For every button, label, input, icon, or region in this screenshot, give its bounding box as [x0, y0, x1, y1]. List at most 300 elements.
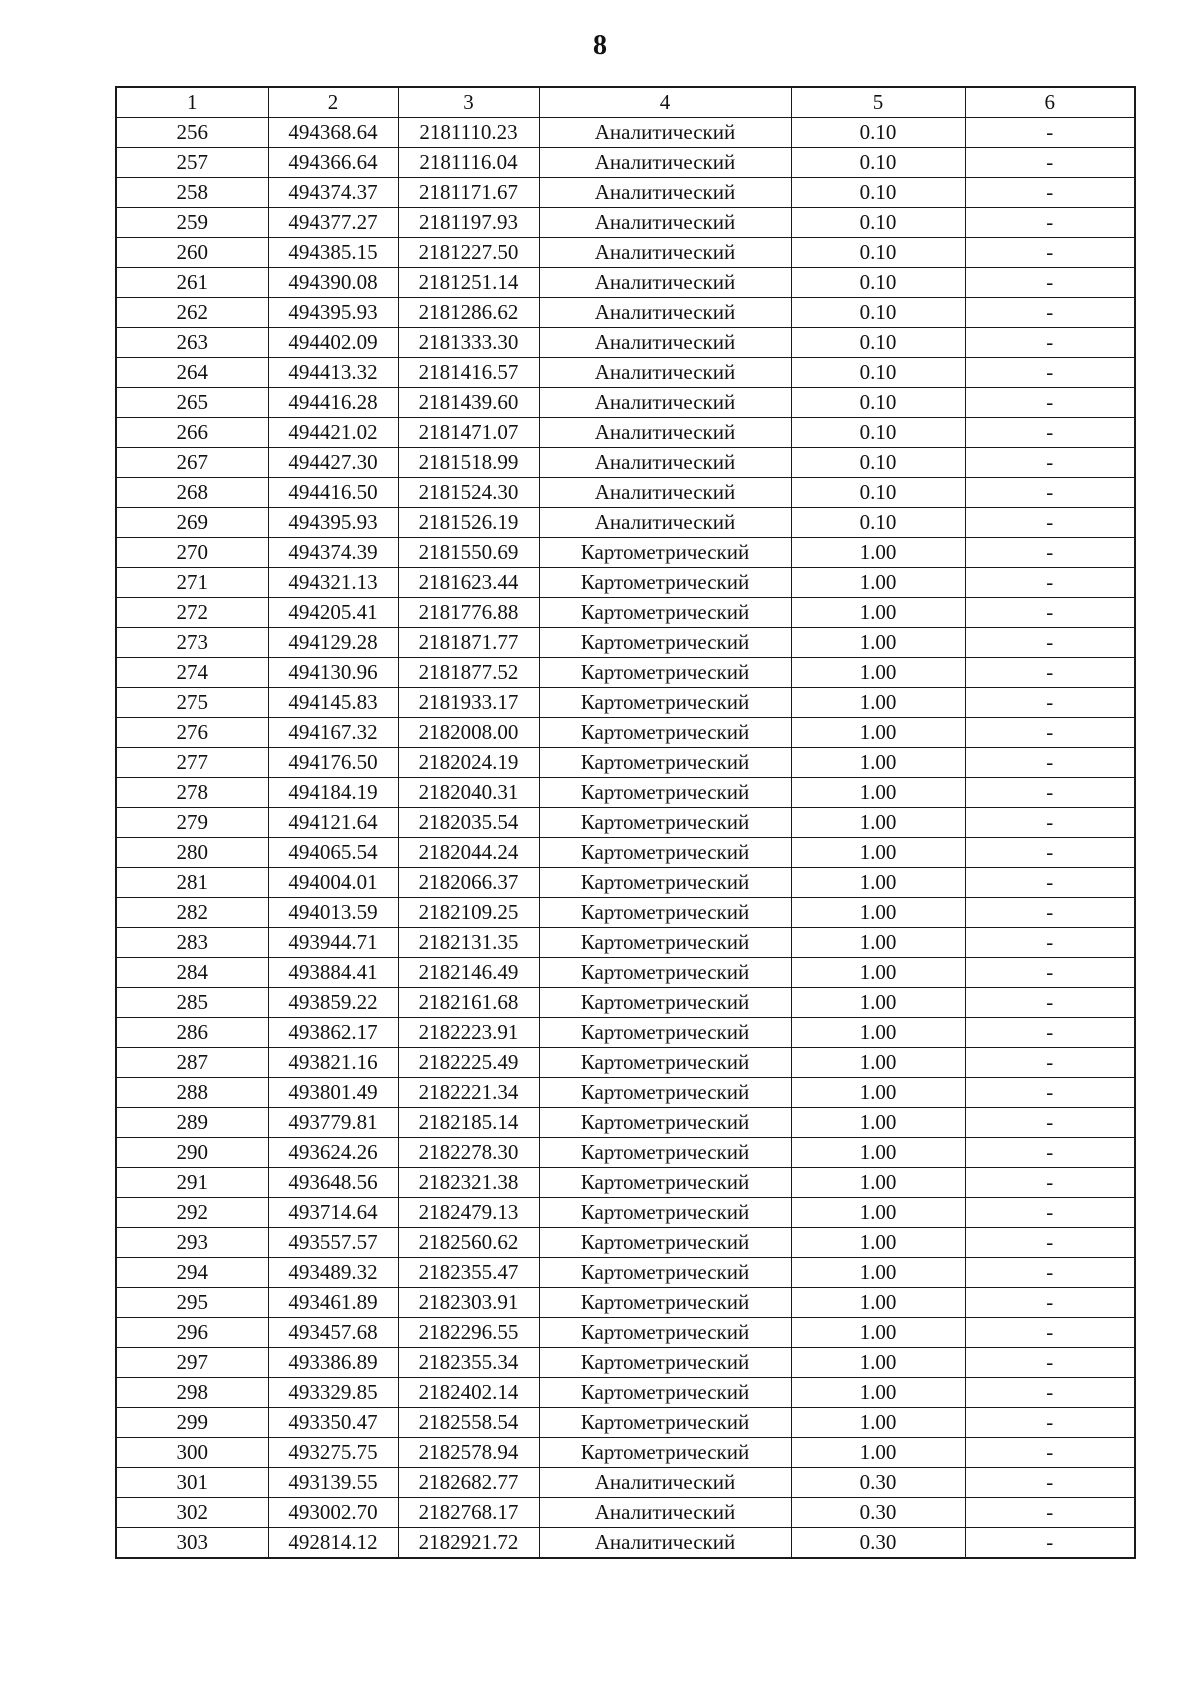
point-number-cell: 300 — [116, 1438, 268, 1468]
point-number-cell: 287 — [116, 1048, 268, 1078]
table-row — [116, 778, 1135, 808]
point-number-cell: 275 — [116, 688, 268, 718]
x-coordinate-cell: 494130.96 — [268, 658, 398, 688]
method-cell: Картометрический — [539, 748, 791, 778]
page-number — [0, 28, 1200, 64]
table-row — [116, 568, 1135, 598]
y-coordinate-cell: 2182296.55 — [398, 1318, 539, 1348]
method-cell: Картометрический — [539, 1228, 791, 1258]
method-cell: Картометрический — [539, 1318, 791, 1348]
point-number-cell: 280 — [116, 838, 268, 868]
method-cell: Аналитический — [539, 1498, 791, 1528]
x-coordinate-cell: 494374.37 — [268, 178, 398, 208]
method-cell: Аналитический — [539, 298, 791, 328]
accuracy-cell: 1.00 — [791, 1258, 965, 1288]
note-cell: - — [965, 1348, 1135, 1378]
x-coordinate-cell: 493002.70 — [268, 1498, 398, 1528]
y-coordinate-cell: 2182321.38 — [398, 1168, 539, 1198]
x-coordinate-cell: 494129.28 — [268, 628, 398, 658]
column-header-2: 2 — [268, 87, 398, 118]
accuracy-cell: 1.00 — [791, 1018, 965, 1048]
note-cell: - — [965, 118, 1135, 148]
table-row — [116, 148, 1135, 178]
method-cell: Картометрический — [539, 1198, 791, 1228]
point-number-cell: 267 — [116, 448, 268, 478]
note-cell: - — [965, 988, 1135, 1018]
accuracy-cell: 0.10 — [791, 178, 965, 208]
table-row — [116, 448, 1135, 478]
x-coordinate-cell: 494416.28 — [268, 388, 398, 418]
y-coordinate-cell: 2181333.30 — [398, 328, 539, 358]
accuracy-cell: 0.10 — [791, 478, 965, 508]
accuracy-cell: 0.10 — [791, 148, 965, 178]
point-number-cell: 301 — [116, 1468, 268, 1498]
method-cell: Картометрический — [539, 1288, 791, 1318]
y-coordinate-cell: 2181116.04 — [398, 148, 539, 178]
y-coordinate-cell: 2181871.77 — [398, 628, 539, 658]
table-row — [116, 1228, 1135, 1258]
table-row — [116, 1168, 1135, 1198]
y-coordinate-cell: 2182008.00 — [398, 718, 539, 748]
y-coordinate-cell: 2182303.91 — [398, 1288, 539, 1318]
accuracy-cell: 1.00 — [791, 1348, 965, 1378]
x-coordinate-cell: 494374.39 — [268, 538, 398, 568]
note-cell: - — [965, 1048, 1135, 1078]
method-cell: Картометрический — [539, 1378, 791, 1408]
table-row — [116, 898, 1135, 928]
accuracy-cell: 1.00 — [791, 1138, 965, 1168]
accuracy-cell: 0.30 — [791, 1528, 965, 1559]
accuracy-cell: 1.00 — [791, 1048, 965, 1078]
point-number-cell: 283 — [116, 928, 268, 958]
x-coordinate-cell: 494145.83 — [268, 688, 398, 718]
table-row — [116, 868, 1135, 898]
method-cell: Картометрический — [539, 778, 791, 808]
x-coordinate-cell: 494121.64 — [268, 808, 398, 838]
table-row — [116, 298, 1135, 328]
point-number-cell: 274 — [116, 658, 268, 688]
x-coordinate-cell: 492814.12 — [268, 1528, 398, 1559]
method-cell: Картометрический — [539, 868, 791, 898]
note-cell: - — [965, 1078, 1135, 1108]
accuracy-cell: 1.00 — [791, 568, 965, 598]
method-cell: Аналитический — [539, 268, 791, 298]
table-row — [116, 328, 1135, 358]
method-cell: Картометрический — [539, 1078, 791, 1108]
x-coordinate-cell: 494402.09 — [268, 328, 398, 358]
point-number-cell: 276 — [116, 718, 268, 748]
accuracy-cell: 1.00 — [791, 538, 965, 568]
point-number-cell: 298 — [116, 1378, 268, 1408]
y-coordinate-cell: 2181623.44 — [398, 568, 539, 598]
table-row — [116, 358, 1135, 388]
accuracy-cell: 1.00 — [791, 1078, 965, 1108]
y-coordinate-cell: 2182278.30 — [398, 1138, 539, 1168]
x-coordinate-cell: 493801.49 — [268, 1078, 398, 1108]
point-number-cell: 268 — [116, 478, 268, 508]
y-coordinate-cell: 2181251.14 — [398, 268, 539, 298]
method-cell: Картометрический — [539, 598, 791, 628]
method-cell: Картометрический — [539, 688, 791, 718]
column-header-4: 4 — [539, 87, 791, 118]
note-cell: - — [965, 298, 1135, 328]
table-row — [116, 118, 1135, 148]
method-cell: Картометрический — [539, 1048, 791, 1078]
x-coordinate-cell: 493884.41 — [268, 958, 398, 988]
note-cell: - — [965, 1408, 1135, 1438]
method-cell: Картометрический — [539, 718, 791, 748]
y-coordinate-cell: 2181776.88 — [398, 598, 539, 628]
table-row — [116, 1108, 1135, 1138]
note-cell: - — [965, 928, 1135, 958]
table-row — [116, 928, 1135, 958]
table-header — [116, 87, 1135, 118]
point-number-cell: 263 — [116, 328, 268, 358]
table-row — [116, 268, 1135, 298]
accuracy-cell: 1.00 — [791, 928, 965, 958]
accuracy-cell: 1.00 — [791, 898, 965, 928]
y-coordinate-cell: 2182146.49 — [398, 958, 539, 988]
y-coordinate-cell: 2182558.54 — [398, 1408, 539, 1438]
x-coordinate-cell: 493779.81 — [268, 1108, 398, 1138]
x-coordinate-cell: 493457.68 — [268, 1318, 398, 1348]
table-row — [116, 1258, 1135, 1288]
x-coordinate-cell: 493329.85 — [268, 1378, 398, 1408]
x-coordinate-cell: 493139.55 — [268, 1468, 398, 1498]
accuracy-cell: 0.10 — [791, 298, 965, 328]
method-cell: Картометрический — [539, 1438, 791, 1468]
point-number-cell: 258 — [116, 178, 268, 208]
point-number-cell: 284 — [116, 958, 268, 988]
method-cell: Аналитический — [539, 478, 791, 508]
point-number-cell: 261 — [116, 268, 268, 298]
accuracy-cell: 0.10 — [791, 508, 965, 538]
x-coordinate-cell: 493489.32 — [268, 1258, 398, 1288]
method-cell: Аналитический — [539, 1468, 791, 1498]
note-cell: - — [965, 598, 1135, 628]
method-cell: Аналитический — [539, 178, 791, 208]
method-cell: Картометрический — [539, 568, 791, 598]
note-cell: - — [965, 1318, 1135, 1348]
point-number-cell: 291 — [116, 1168, 268, 1198]
point-number-cell: 289 — [116, 1108, 268, 1138]
point-number-cell: 292 — [116, 1198, 268, 1228]
note-cell: - — [965, 1108, 1135, 1138]
method-cell: Аналитический — [539, 1528, 791, 1559]
note-cell: - — [965, 268, 1135, 298]
y-coordinate-cell: 2182035.54 — [398, 808, 539, 838]
accuracy-cell: 0.30 — [791, 1498, 965, 1528]
point-number-cell: 265 — [116, 388, 268, 418]
x-coordinate-cell: 494385.15 — [268, 238, 398, 268]
x-coordinate-cell: 494416.50 — [268, 478, 398, 508]
accuracy-cell: 0.10 — [791, 208, 965, 238]
note-cell: - — [965, 958, 1135, 988]
point-number-cell: 269 — [116, 508, 268, 538]
y-coordinate-cell: 2182768.17 — [398, 1498, 539, 1528]
table-row — [116, 1018, 1135, 1048]
accuracy-cell: 0.10 — [791, 328, 965, 358]
method-cell: Картометрический — [539, 838, 791, 868]
accuracy-cell: 1.00 — [791, 718, 965, 748]
y-coordinate-cell: 2182223.91 — [398, 1018, 539, 1048]
method-cell: Картометрический — [539, 808, 791, 838]
y-coordinate-cell: 2182040.31 — [398, 778, 539, 808]
accuracy-cell: 1.00 — [791, 658, 965, 688]
y-coordinate-cell: 2181526.19 — [398, 508, 539, 538]
point-number-cell: 270 — [116, 538, 268, 568]
method-cell: Аналитический — [539, 448, 791, 478]
y-coordinate-cell: 2182185.14 — [398, 1108, 539, 1138]
note-cell: - — [965, 898, 1135, 928]
note-cell: - — [965, 1168, 1135, 1198]
y-coordinate-cell: 2181286.62 — [398, 298, 539, 328]
method-cell: Аналитический — [539, 328, 791, 358]
point-number-cell: 286 — [116, 1018, 268, 1048]
x-coordinate-cell: 494395.93 — [268, 508, 398, 538]
x-coordinate-cell: 494167.32 — [268, 718, 398, 748]
point-number-cell: 264 — [116, 358, 268, 388]
y-coordinate-cell: 2182479.13 — [398, 1198, 539, 1228]
note-cell: - — [965, 1198, 1135, 1228]
note-cell: - — [965, 658, 1135, 688]
note-cell: - — [965, 1258, 1135, 1288]
point-number-cell: 281 — [116, 868, 268, 898]
accuracy-cell: 0.10 — [791, 118, 965, 148]
accuracy-cell: 1.00 — [791, 1108, 965, 1138]
note-cell: - — [965, 1528, 1135, 1559]
method-cell: Картометрический — [539, 928, 791, 958]
table-row — [116, 238, 1135, 268]
table-row — [116, 628, 1135, 658]
y-coordinate-cell: 2182355.47 — [398, 1258, 539, 1288]
note-cell: - — [965, 718, 1135, 748]
note-cell: - — [965, 508, 1135, 538]
y-coordinate-cell: 2181171.67 — [398, 178, 539, 208]
y-coordinate-cell: 2182044.24 — [398, 838, 539, 868]
accuracy-cell: 1.00 — [791, 838, 965, 868]
x-coordinate-cell: 494390.08 — [268, 268, 398, 298]
x-coordinate-cell: 494176.50 — [268, 748, 398, 778]
note-cell: - — [965, 628, 1135, 658]
x-coordinate-cell: 494377.27 — [268, 208, 398, 238]
table-row — [116, 658, 1135, 688]
y-coordinate-cell: 2182560.62 — [398, 1228, 539, 1258]
note-cell: - — [965, 838, 1135, 868]
accuracy-cell: 1.00 — [791, 808, 965, 838]
table-row — [116, 1078, 1135, 1108]
note-cell: - — [965, 1288, 1135, 1318]
column-header-3: 3 — [398, 87, 539, 118]
table-row — [116, 808, 1135, 838]
x-coordinate-cell: 493557.57 — [268, 1228, 398, 1258]
table-row — [116, 598, 1135, 628]
table-row — [116, 1408, 1135, 1438]
method-cell: Картометрический — [539, 1348, 791, 1378]
method-cell: Картометрический — [539, 1108, 791, 1138]
note-cell: - — [965, 358, 1135, 388]
x-coordinate-cell: 494395.93 — [268, 298, 398, 328]
y-coordinate-cell: 2181524.30 — [398, 478, 539, 508]
point-number-cell: 296 — [116, 1318, 268, 1348]
note-cell: - — [965, 478, 1135, 508]
accuracy-cell: 1.00 — [791, 598, 965, 628]
accuracy-cell: 0.30 — [791, 1468, 965, 1498]
point-number-cell: 299 — [116, 1408, 268, 1438]
method-cell: Аналитический — [539, 358, 791, 388]
accuracy-cell: 1.00 — [791, 1378, 965, 1408]
accuracy-cell: 1.00 — [791, 1408, 965, 1438]
accuracy-cell: 0.10 — [791, 268, 965, 298]
note-cell: - — [965, 1378, 1135, 1408]
note-cell: - — [965, 568, 1135, 598]
y-coordinate-cell: 2182921.72 — [398, 1528, 539, 1559]
x-coordinate-cell: 494065.54 — [268, 838, 398, 868]
table-row — [116, 838, 1135, 868]
table-row — [116, 1528, 1135, 1559]
table-row — [116, 988, 1135, 1018]
table-row — [116, 748, 1135, 778]
method-cell: Аналитический — [539, 508, 791, 538]
x-coordinate-cell: 493350.47 — [268, 1408, 398, 1438]
table-row — [116, 1468, 1135, 1498]
accuracy-cell: 1.00 — [791, 1288, 965, 1318]
accuracy-cell: 1.00 — [791, 778, 965, 808]
point-number-cell: 272 — [116, 598, 268, 628]
accuracy-cell: 0.10 — [791, 358, 965, 388]
method-cell: Картометрический — [539, 1138, 791, 1168]
note-cell: - — [965, 808, 1135, 838]
x-coordinate-cell: 494205.41 — [268, 598, 398, 628]
note-cell: - — [965, 1468, 1135, 1498]
y-coordinate-cell: 2182221.34 — [398, 1078, 539, 1108]
note-cell: - — [965, 1498, 1135, 1528]
x-coordinate-cell: 494321.13 — [268, 568, 398, 598]
y-coordinate-cell: 2181471.07 — [398, 418, 539, 448]
table-body — [116, 118, 1135, 1559]
accuracy-cell: 1.00 — [791, 748, 965, 778]
point-number-cell: 302 — [116, 1498, 268, 1528]
method-cell: Аналитический — [539, 118, 791, 148]
x-coordinate-cell: 493386.89 — [268, 1348, 398, 1378]
column-header-1: 1 — [116, 87, 268, 118]
point-number-cell: 282 — [116, 898, 268, 928]
point-number-cell: 295 — [116, 1288, 268, 1318]
x-coordinate-cell: 494004.01 — [268, 868, 398, 898]
point-number-cell: 279 — [116, 808, 268, 838]
y-coordinate-cell: 2181197.93 — [398, 208, 539, 238]
point-number-cell: 293 — [116, 1228, 268, 1258]
accuracy-cell: 0.10 — [791, 448, 965, 478]
method-cell: Аналитический — [539, 148, 791, 178]
table-row — [116, 1378, 1135, 1408]
point-number-cell: 273 — [116, 628, 268, 658]
y-coordinate-cell: 2181439.60 — [398, 388, 539, 418]
accuracy-cell: 1.00 — [791, 1228, 965, 1258]
x-coordinate-cell: 493275.75 — [268, 1438, 398, 1468]
method-cell: Картометрический — [539, 1408, 791, 1438]
note-cell: - — [965, 418, 1135, 448]
header-row — [116, 87, 1135, 118]
y-coordinate-cell: 2181110.23 — [398, 118, 539, 148]
note-cell: - — [965, 1018, 1135, 1048]
note-cell: - — [965, 238, 1135, 268]
x-coordinate-cell: 494013.59 — [268, 898, 398, 928]
table-row — [116, 1198, 1135, 1228]
point-number-cell: 260 — [116, 238, 268, 268]
method-cell: Картометрический — [539, 1018, 791, 1048]
table-row — [116, 1048, 1135, 1078]
point-number-cell: 256 — [116, 118, 268, 148]
point-number-cell: 266 — [116, 418, 268, 448]
method-cell: Картометрический — [539, 1168, 791, 1198]
accuracy-cell: 1.00 — [791, 1198, 965, 1228]
y-coordinate-cell: 2181877.52 — [398, 658, 539, 688]
table-row — [116, 178, 1135, 208]
x-coordinate-cell: 494366.64 — [268, 148, 398, 178]
x-coordinate-cell: 494427.30 — [268, 448, 398, 478]
x-coordinate-cell: 493859.22 — [268, 988, 398, 1018]
note-cell: - — [965, 688, 1135, 718]
table-row — [116, 1318, 1135, 1348]
point-number-cell: 277 — [116, 748, 268, 778]
method-cell: Картометрический — [539, 988, 791, 1018]
note-cell: - — [965, 328, 1135, 358]
method-cell: Аналитический — [539, 208, 791, 238]
point-number-cell: 303 — [116, 1528, 268, 1559]
accuracy-cell: 1.00 — [791, 1438, 965, 1468]
table-row — [116, 388, 1135, 418]
x-coordinate-cell: 494368.64 — [268, 118, 398, 148]
y-coordinate-cell: 2182024.19 — [398, 748, 539, 778]
accuracy-cell: 1.00 — [791, 868, 965, 898]
note-cell: - — [965, 748, 1135, 778]
y-coordinate-cell: 2182109.25 — [398, 898, 539, 928]
table-row — [116, 688, 1135, 718]
y-coordinate-cell: 2181518.99 — [398, 448, 539, 478]
note-cell: - — [965, 388, 1135, 418]
x-coordinate-cell: 493821.16 — [268, 1048, 398, 1078]
x-coordinate-cell: 494413.32 — [268, 358, 398, 388]
point-number-cell: 257 — [116, 148, 268, 178]
note-cell: - — [965, 1228, 1135, 1258]
y-coordinate-cell: 2182355.34 — [398, 1348, 539, 1378]
table-row — [116, 1438, 1135, 1468]
table-row — [116, 508, 1135, 538]
accuracy-cell: 0.10 — [791, 238, 965, 268]
method-cell: Аналитический — [539, 418, 791, 448]
table-row — [116, 418, 1135, 448]
note-cell: - — [965, 1438, 1135, 1468]
point-number-cell: 285 — [116, 988, 268, 1018]
table-row — [116, 1498, 1135, 1528]
x-coordinate-cell: 494184.19 — [268, 778, 398, 808]
point-number-cell: 259 — [116, 208, 268, 238]
y-coordinate-cell: 2182131.35 — [398, 928, 539, 958]
table-row — [116, 1288, 1135, 1318]
y-coordinate-cell: 2182402.14 — [398, 1378, 539, 1408]
point-number-cell: 271 — [116, 568, 268, 598]
method-cell: Картометрический — [539, 658, 791, 688]
accuracy-cell: 1.00 — [791, 988, 965, 1018]
point-number-cell: 297 — [116, 1348, 268, 1378]
note-cell: - — [965, 1138, 1135, 1168]
x-coordinate-cell: 493714.64 — [268, 1198, 398, 1228]
y-coordinate-cell: 2181933.17 — [398, 688, 539, 718]
x-coordinate-cell: 494421.02 — [268, 418, 398, 448]
method-cell: Картометрический — [539, 538, 791, 568]
method-cell: Картометрический — [539, 958, 791, 988]
